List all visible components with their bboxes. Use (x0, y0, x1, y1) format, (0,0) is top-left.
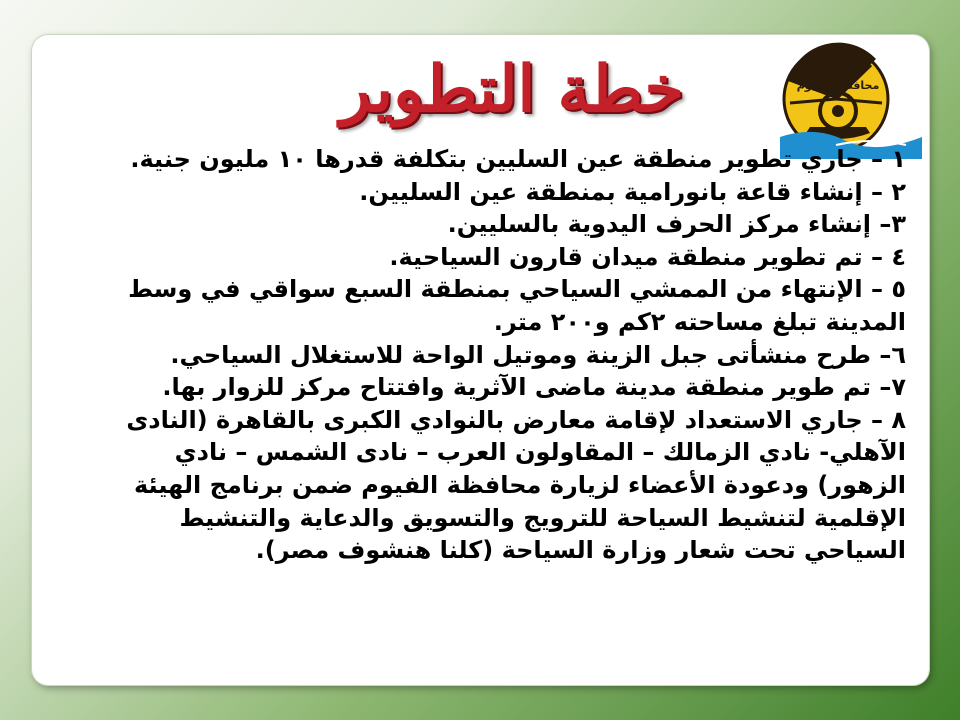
slide-title: خطة التطوير (340, 52, 684, 127)
slide-card (32, 35, 929, 685)
plan-item-1: ١ – جاري تطوير منطقة عين السليين بتكلفة قدرها ١٠ مليون جنية. (130, 145, 906, 173)
plan-item-5: ٥ – الإنتهاء من الممشي السياحي بمنطقة السبع سواقي في وسط المدينة تبلغ مساحته ٢كم و٢٠٠ متر. (128, 275, 906, 336)
logo-lettering: محافظة الفيوم (796, 79, 880, 92)
plan-item-6: ٦– طرح منشأتى جبل الزينة وموتيل الواحة للاستغلال السياحي. (170, 340, 906, 369)
plan-item-7: ٧– تم طوير منطقة مدينة ماضى الآثرية وافتتاح مركز للزوار بها. (162, 373, 906, 402)
plan-item-2: ٢ – إنشاء قاعة بانورامية بمنطقة عين السليين. (359, 177, 906, 206)
development-plan-list (80, 143, 906, 567)
plan-item-3: ٣– إنشاء مركز الحرف اليدوية بالسليين. (447, 210, 906, 239)
plan-item-4: ٤ – تم تطوير منطقة ميدان قارون السياحية. (389, 242, 906, 271)
plan-item-8: ٨ – جاري الاستعداد لإقامة معارض بالنوادي الكبرى بالقاهرة (النادى الآهلي- نادي الزمالك – المقاولون العرب – نادى الشمس – نادي الزهور) ودعودة الأعضاء لزيارة محافظة الفيوم ضمن برنامج الهيئة الإقلمية لتنشيط السياحة للترويج والتسويق والدعاية والتنشيط السياحي تحت شعار وزارة السياحة (كلنا هنشوف مصر). (126, 405, 906, 565)
